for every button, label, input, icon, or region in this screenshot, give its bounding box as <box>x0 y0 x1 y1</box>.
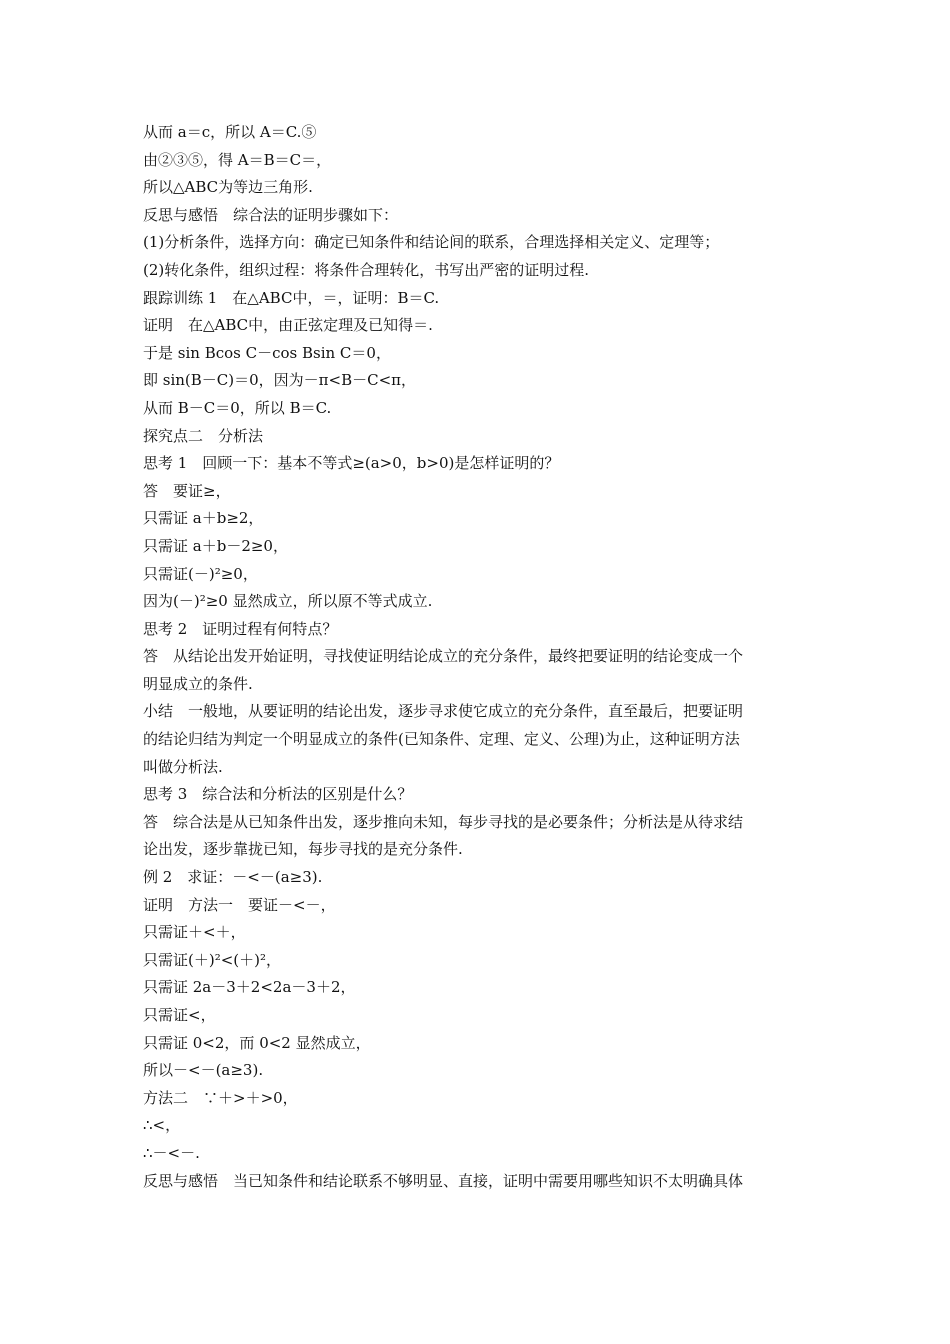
text-line: 所以△ABC为等边三角形. <box>143 178 313 197</box>
section-heading: 反思与感悟 当已知条件和结论联系不够明显、直接，证明中需要用哪些知识不太明确具体 <box>143 1171 744 1190</box>
answer-line: 答 从结论出发开始证明，寻找使证明结论成立的充分条件，最终把要证明的结论变成一个 <box>143 647 744 666</box>
section-heading: 反思与感悟 综合法的证明步骤如下： <box>143 205 399 224</box>
text-line: 所以－<－(a≥3). <box>143 1061 264 1080</box>
text-line: 只需证 a＋b≥2， <box>143 509 264 528</box>
text-line: (1)分析条件，选择方向：确定已知条件和结论间的联系，合理选择相关定义、定理等； <box>143 233 720 252</box>
text-line: 论出发，逐步靠拢已知，每步寻找的是充分条件. <box>143 840 463 859</box>
exercise-heading: 跟踪训练 1 在△ABC中，＝，证明：B＝C. <box>143 288 440 307</box>
text-line: 即 sin(B－C)＝0，因为－π<B－C<π， <box>143 371 417 390</box>
answer-line: 答 要证≥， <box>143 481 231 500</box>
text-line: 只需证(－)²≥0， <box>143 564 258 583</box>
text-line: 只需证 a＋b－2≥0， <box>143 536 288 555</box>
text-line: 由②③⑤，得 A＝B＝C＝， <box>143 150 332 169</box>
answer-line: 答 综合法是从已知条件出发，逐步推向未知，每步寻找的是必要条件；分析法是从待求结 <box>143 812 744 831</box>
text-line: 只需证＋<＋， <box>143 923 246 942</box>
text-line: 从而 a＝c，所以 A＝C.⑤ <box>143 123 317 141</box>
text-line: 证明 方法一 要证－<－， <box>143 895 336 914</box>
text-line: 只需证 0<2，而 0<2 显然成立， <box>143 1033 371 1052</box>
question-line: 思考 1 回顾一下：基本不等式≥(a>0，b>0)是怎样证明的？ <box>143 454 560 473</box>
text-line: 方法二 ∵＋>＋>0， <box>143 1088 298 1107</box>
text-line: ∴－<－. <box>143 1143 200 1162</box>
text-line: 明显成立的条件. <box>143 674 253 693</box>
text-line: 于是 sin Bcos C－cos Bsin C＝0， <box>143 343 391 362</box>
text-line: 因为(－)²≥0 显然成立，所以原不等式成立. <box>143 592 433 611</box>
text-line: 证明 在△ABC中，由正弦定理及已知得＝. <box>143 316 433 335</box>
text-line: 从而 B－C＝0，所以 B＝C. <box>143 398 332 417</box>
text-line: ∴<， <box>143 1116 181 1135</box>
question-line: 思考 2 证明过程有何特点？ <box>143 619 338 638</box>
summary-line: 小结 一般地，从要证明的结论出发，逐步寻求使它成立的充分条件，直至最后，把要证明 <box>143 702 744 721</box>
text-line: 的结论归结为判定一个明显成立的条件(已知条件、定理、定义、公理)为止，这种证明方法 <box>143 730 740 749</box>
text-line: 只需证<， <box>143 1006 216 1024</box>
question-line: 思考 3 综合法和分析法的区别是什么？ <box>143 785 413 804</box>
text-line: 叫做分析法. <box>143 757 223 776</box>
example-heading: 例 2 求证：－<－(a≥3). <box>143 868 323 887</box>
text-line: (2)转化条件，组织过程：将条件合理转化，书写出严密的证明过程. <box>143 260 590 279</box>
text-line: 只需证(＋)²<(＋)²， <box>143 950 282 969</box>
section-heading: 探究点二 分析法 <box>143 426 264 445</box>
text-line: 只需证 2a－3＋2<2a－3＋2， <box>143 978 356 997</box>
document-page <box>143 119 813 1195</box>
